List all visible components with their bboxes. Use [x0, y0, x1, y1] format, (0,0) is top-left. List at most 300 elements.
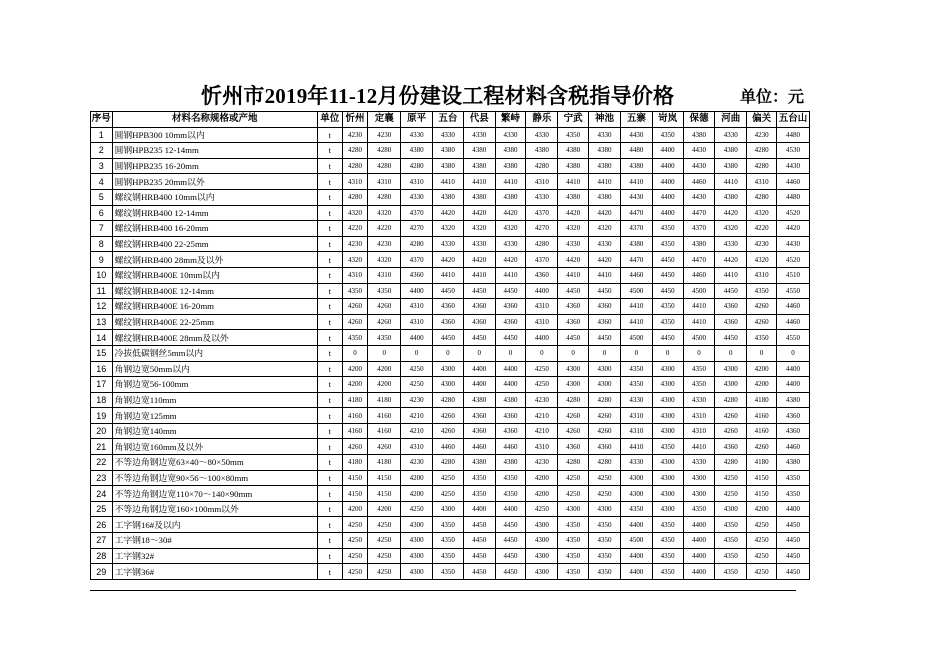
price-cell: 4460 [776, 174, 809, 190]
price-cell: 4330 [401, 127, 433, 143]
price-cell: 4310 [747, 174, 777, 190]
price-cell: 4280 [342, 189, 368, 205]
price-cell: 4300 [589, 501, 621, 517]
price-cell: 4260 [368, 314, 401, 330]
table-row [91, 330, 810, 346]
price-cell: 4360 [715, 439, 747, 455]
price-cell: 4300 [526, 533, 558, 549]
price-cell: 4400 [463, 501, 495, 517]
price-cell: 4380 [589, 143, 621, 159]
price-cell: 4370 [401, 252, 433, 268]
price-cell: 4430 [620, 127, 652, 143]
unit-cell: t [317, 486, 342, 502]
price-cell: 4420 [495, 205, 526, 221]
price-cell: 4250 [342, 548, 368, 564]
price-cell: 4330 [683, 392, 715, 408]
unit-cell: t [317, 314, 342, 330]
price-cell: 4400 [526, 330, 558, 346]
price-cell: 4500 [683, 330, 715, 346]
price-cell: 4380 [463, 143, 495, 159]
price-cell: 4460 [432, 439, 463, 455]
price-cell: 4450 [432, 330, 463, 346]
price-cell: 4410 [495, 267, 526, 283]
price-cell: 4320 [342, 252, 368, 268]
price-cell: 4450 [558, 283, 589, 299]
price-cell: 4300 [401, 533, 433, 549]
table-row [91, 267, 810, 283]
price-cell: 4380 [558, 189, 589, 205]
price-cell: 4300 [652, 455, 683, 471]
price-cell: 4350 [652, 439, 683, 455]
price-cell: 4350 [589, 548, 621, 564]
price-cell: 4280 [368, 158, 401, 174]
unit-cell: t [317, 423, 342, 439]
price-cell: 4330 [401, 189, 433, 205]
price-cell: 4470 [683, 205, 715, 221]
price-cell: 4500 [620, 330, 652, 346]
price-cell: 4300 [683, 470, 715, 486]
table-body [91, 127, 810, 579]
table-row [91, 377, 810, 393]
row-number-cell: 1 [91, 127, 113, 143]
price-cell: 4450 [652, 330, 683, 346]
unit-cell: t [317, 330, 342, 346]
price-cell: 4400 [401, 283, 433, 299]
price-cell: 4450 [715, 283, 747, 299]
material-name-cell: 螺纹钢HRB400E 28mm及以外 [112, 330, 317, 346]
price-cell: 4300 [526, 517, 558, 533]
row-number-cell: 26 [91, 517, 113, 533]
table-row [91, 158, 810, 174]
price-cell: 4320 [342, 205, 368, 221]
price-cell: 4320 [432, 221, 463, 237]
price-cell: 4360 [558, 299, 589, 315]
price-cell: 4330 [558, 236, 589, 252]
price-cell: 4450 [495, 517, 526, 533]
price-cell: 4380 [589, 189, 621, 205]
price-cell: 4180 [747, 392, 777, 408]
table-row [91, 236, 810, 252]
price-cell: 4160 [747, 423, 777, 439]
price-cell: 0 [652, 345, 683, 361]
price-cell: 4380 [463, 455, 495, 471]
price-cell: 4350 [683, 361, 715, 377]
material-name-cell: 螺纹钢HRB400E 16-20mm [112, 299, 317, 315]
price-cell: 4470 [683, 252, 715, 268]
price-cell: 4250 [747, 548, 777, 564]
price-cell: 4360 [463, 423, 495, 439]
price-cell: 4450 [495, 548, 526, 564]
price-cell: 4300 [715, 377, 747, 393]
price-cell: 4410 [683, 314, 715, 330]
unit-cell: t [317, 174, 342, 190]
row-number-cell: 16 [91, 361, 113, 377]
price-cell: 0 [463, 345, 495, 361]
price-cell: 4310 [401, 439, 433, 455]
price-cell: 4450 [463, 548, 495, 564]
price-cell: 4350 [558, 533, 589, 549]
price-cell: 4380 [495, 455, 526, 471]
price-cell: 4280 [342, 143, 368, 159]
price-cell: 4300 [652, 408, 683, 424]
price-cell: 4300 [401, 548, 433, 564]
column-header: 五台 [432, 112, 463, 128]
price-cell: 4450 [495, 564, 526, 580]
price-cell: 4410 [683, 439, 715, 455]
price-cell: 4480 [620, 143, 652, 159]
price-cell: 4370 [526, 252, 558, 268]
price-cell: 4380 [558, 143, 589, 159]
price-cell: 0 [368, 345, 401, 361]
price-cell: 4430 [683, 158, 715, 174]
price-cell: 4300 [683, 486, 715, 502]
material-name-cell: 螺纹钢HRB400E 10mm以内 [112, 267, 317, 283]
price-cell: 4400 [463, 361, 495, 377]
price-cell: 4400 [683, 564, 715, 580]
price-cell: 4150 [342, 486, 368, 502]
price-cell: 4350 [558, 548, 589, 564]
price-cell: 4450 [589, 283, 621, 299]
price-cell: 4450 [495, 533, 526, 549]
price-cell: 4300 [620, 470, 652, 486]
price-cell: 4200 [747, 501, 777, 517]
price-cell: 4350 [558, 127, 589, 143]
price-cell: 4380 [463, 158, 495, 174]
page-title: 忻州市2019年11-12月份建设工程材料含税指导价格 [201, 84, 675, 108]
column-header: 单位 [317, 112, 342, 128]
price-cell: 4270 [401, 221, 433, 237]
column-header: 材料名称规格或产地 [112, 112, 317, 128]
row-number-cell: 23 [91, 470, 113, 486]
price-cell: 4360 [495, 423, 526, 439]
price-cell: 4150 [368, 486, 401, 502]
price-cell: 4350 [432, 533, 463, 549]
unit-cell: t [317, 205, 342, 221]
price-cell: 4380 [432, 189, 463, 205]
column-header: 岢岚 [652, 112, 683, 128]
row-number-cell: 11 [91, 283, 113, 299]
price-cell: 4280 [558, 392, 589, 408]
price-cell: 4280 [526, 158, 558, 174]
price-cell: 4250 [368, 564, 401, 580]
price-cell: 4230 [401, 455, 433, 471]
price-cell: 4380 [715, 158, 747, 174]
material-name-cell: 工字钢18～30# [112, 533, 317, 549]
price-cell: 4420 [589, 205, 621, 221]
material-name-cell: 不等边角钢边宽110×70～140×90mm [112, 486, 317, 502]
table-row [91, 392, 810, 408]
price-cell: 4200 [747, 361, 777, 377]
price-cell: 4360 [526, 267, 558, 283]
price-cell: 4410 [715, 174, 747, 190]
price-cell: 4420 [463, 205, 495, 221]
table-row [91, 221, 810, 237]
price-cell: 4400 [620, 564, 652, 580]
table-row [91, 143, 810, 159]
price-cell: 4310 [620, 423, 652, 439]
price-cell: 4400 [776, 361, 809, 377]
price-cell: 4260 [432, 408, 463, 424]
price-cell: 4350 [342, 283, 368, 299]
price-cell: 4350 [652, 236, 683, 252]
material-name-cell: 不等边角钢边宽160×100mm以外 [112, 501, 317, 517]
unit-cell: t [317, 361, 342, 377]
price-cell: 4260 [368, 299, 401, 315]
price-cell: 4150 [747, 486, 777, 502]
price-cell: 4310 [526, 299, 558, 315]
price-cell: 4420 [776, 221, 809, 237]
price-cell: 4380 [715, 143, 747, 159]
unit-cell: t [317, 143, 342, 159]
price-cell: 4280 [432, 392, 463, 408]
price-cell: 4200 [526, 470, 558, 486]
price-cell: 4320 [747, 252, 777, 268]
price-cell: 4280 [715, 392, 747, 408]
price-cell: 4330 [589, 236, 621, 252]
price-cell: 4280 [368, 189, 401, 205]
price-cell: 4230 [401, 392, 433, 408]
price-cell: 4460 [620, 267, 652, 283]
price-cell: 4410 [620, 174, 652, 190]
price-cell: 4450 [776, 517, 809, 533]
price-cell: 4380 [432, 158, 463, 174]
price-cell: 4380 [589, 158, 621, 174]
material-name-cell: 圆钢HPB235 12-14mm [112, 143, 317, 159]
price-cell: 4200 [747, 377, 777, 393]
table-row [91, 314, 810, 330]
price-cell: 4300 [715, 361, 747, 377]
price-cell: 4360 [463, 408, 495, 424]
table-row [91, 423, 810, 439]
price-cell: 4310 [620, 408, 652, 424]
price-cell: 4300 [652, 486, 683, 502]
price-cell: 4350 [747, 330, 777, 346]
price-cell: 4330 [432, 127, 463, 143]
price-cell: 4330 [715, 127, 747, 143]
price-cell: 4430 [620, 189, 652, 205]
price-cell: 4410 [715, 267, 747, 283]
price-cell: 4300 [652, 423, 683, 439]
price-cell: 4380 [432, 143, 463, 159]
material-name-cell: 角钢边宽125mm [112, 408, 317, 424]
price-cell: 4420 [432, 252, 463, 268]
price-cell: 4360 [589, 439, 621, 455]
price-cell: 4260 [747, 314, 777, 330]
column-header: 神池 [589, 112, 621, 128]
price-cell: 4280 [432, 455, 463, 471]
material-name-cell: 角钢边宽140mm [112, 423, 317, 439]
price-cell: 4310 [526, 314, 558, 330]
price-cell: 4420 [463, 252, 495, 268]
price-cell: 4310 [683, 423, 715, 439]
price-cell: 4200 [401, 486, 433, 502]
price-cell: 4250 [401, 501, 433, 517]
material-name-cell: 工字钢32# [112, 548, 317, 564]
price-cell: 0 [432, 345, 463, 361]
row-number-cell: 28 [91, 548, 113, 564]
price-cell: 4260 [368, 439, 401, 455]
price-cell: 4330 [432, 236, 463, 252]
price-cell: 4410 [683, 299, 715, 315]
price-cell: 0 [620, 345, 652, 361]
material-name-cell: 螺纹钢HRB400 16-20mm [112, 221, 317, 237]
price-cell: 4460 [776, 299, 809, 315]
unit-cell: t [317, 564, 342, 580]
unit-cell: t [317, 267, 342, 283]
column-header: 五台山 [776, 112, 809, 128]
price-cell: 4360 [776, 408, 809, 424]
price-cell: 4280 [715, 455, 747, 471]
row-number-cell: 12 [91, 299, 113, 315]
price-cell: 4200 [368, 501, 401, 517]
price-cell: 4350 [652, 548, 683, 564]
price-cell: 4380 [683, 127, 715, 143]
price-cell: 4450 [776, 564, 809, 580]
price-cell: 4450 [495, 330, 526, 346]
price-cell: 0 [747, 345, 777, 361]
price-cell: 4400 [683, 517, 715, 533]
price-cell: 4400 [683, 548, 715, 564]
price-cell: 4380 [558, 158, 589, 174]
table-row [91, 205, 810, 221]
price-cell: 4230 [526, 455, 558, 471]
price-cell: 4230 [342, 127, 368, 143]
price-cell: 4350 [620, 501, 652, 517]
price-cell: 4300 [652, 470, 683, 486]
price-cell: 4450 [463, 283, 495, 299]
column-header: 原平 [401, 112, 433, 128]
price-cell: 4360 [558, 314, 589, 330]
price-cell: 4360 [715, 314, 747, 330]
material-name-cell: 不等边角钢边宽63×40～80×50mm [112, 455, 317, 471]
price-cell: 4310 [342, 174, 368, 190]
price-cell: 4250 [715, 486, 747, 502]
price-cell: 4380 [776, 455, 809, 471]
row-number-cell: 24 [91, 486, 113, 502]
price-cell: 4360 [589, 299, 621, 315]
price-cell: 4350 [715, 564, 747, 580]
price-cell: 4210 [526, 408, 558, 424]
price-cell: 4310 [368, 174, 401, 190]
price-cell: 4200 [342, 361, 368, 377]
unit-label: 单位：元 [740, 89, 805, 106]
price-cell: 4430 [683, 189, 715, 205]
price-cell: 4260 [715, 423, 747, 439]
table-row [91, 470, 810, 486]
material-name-cell: 冷拔低碳钢丝5mm以内 [112, 345, 317, 361]
table-row [91, 533, 810, 549]
price-table [90, 111, 810, 580]
price-cell: 4260 [342, 439, 368, 455]
price-cell: 4410 [463, 267, 495, 283]
price-cell: 4200 [401, 470, 433, 486]
price-cell: 0 [683, 345, 715, 361]
price-cell: 4330 [495, 236, 526, 252]
price-cell: 4500 [683, 283, 715, 299]
price-cell: 4450 [776, 533, 809, 549]
price-cell: 4320 [463, 221, 495, 237]
price-cell: 4380 [715, 189, 747, 205]
price-cell: 4280 [342, 158, 368, 174]
price-cell: 4350 [342, 330, 368, 346]
column-header: 河曲 [715, 112, 747, 128]
price-cell: 4280 [558, 455, 589, 471]
price-cell: 4410 [495, 174, 526, 190]
price-cell: 0 [776, 345, 809, 361]
price-cell: 4350 [432, 548, 463, 564]
table-row [91, 189, 810, 205]
column-header: 宁武 [558, 112, 589, 128]
price-cell: 4250 [558, 486, 589, 502]
row-number-cell: 17 [91, 377, 113, 393]
price-cell: 4400 [495, 501, 526, 517]
price-cell: 4230 [526, 392, 558, 408]
row-number-cell: 29 [91, 564, 113, 580]
price-cell: 4320 [495, 221, 526, 237]
price-cell: 4300 [652, 501, 683, 517]
price-cell: 4360 [776, 423, 809, 439]
header-row [91, 112, 810, 128]
price-cell: 4160 [368, 423, 401, 439]
price-cell: 4360 [558, 439, 589, 455]
price-cell: 4350 [683, 501, 715, 517]
unit-cell: t [317, 533, 342, 549]
price-cell: 4320 [558, 221, 589, 237]
table-row [91, 345, 810, 361]
price-cell: 4230 [342, 236, 368, 252]
price-cell: 4420 [715, 252, 747, 268]
price-cell: 4410 [432, 174, 463, 190]
column-header: 序号 [91, 112, 113, 128]
price-cell: 4350 [652, 221, 683, 237]
price-cell: 4300 [558, 501, 589, 517]
price-cell: 4400 [683, 533, 715, 549]
price-cell: 4380 [495, 392, 526, 408]
price-cell: 4450 [652, 283, 683, 299]
price-cell: 4320 [589, 221, 621, 237]
unit-cell: t [317, 345, 342, 361]
row-number-cell: 18 [91, 392, 113, 408]
price-cell: 4400 [401, 330, 433, 346]
price-cell: 4380 [495, 143, 526, 159]
price-cell: 4350 [558, 564, 589, 580]
price-table-viewport [90, 111, 808, 591]
price-cell: 4200 [368, 361, 401, 377]
price-cell: 4350 [652, 314, 683, 330]
material-name-cell: 角钢边宽56-100mm [112, 377, 317, 393]
table-row [91, 127, 810, 143]
price-cell: 4350 [715, 548, 747, 564]
price-cell: 4520 [776, 205, 809, 221]
price-cell: 4280 [368, 143, 401, 159]
price-cell: 4500 [620, 533, 652, 549]
material-name-cell: 螺纹钢HRB400 28mm及以外 [112, 252, 317, 268]
row-number-cell: 7 [91, 221, 113, 237]
price-cell: 4450 [463, 533, 495, 549]
price-cell: 4250 [432, 470, 463, 486]
price-cell: 4380 [495, 158, 526, 174]
row-number-cell: 22 [91, 455, 113, 471]
price-cell: 4360 [432, 314, 463, 330]
price-cell: 4400 [652, 143, 683, 159]
price-cell: 4230 [368, 236, 401, 252]
price-cell: 4320 [747, 205, 777, 221]
price-cell: 4260 [589, 408, 621, 424]
column-header: 静乐 [526, 112, 558, 128]
price-cell: 4220 [368, 221, 401, 237]
price-cell: 4330 [495, 127, 526, 143]
price-cell: 4370 [683, 221, 715, 237]
